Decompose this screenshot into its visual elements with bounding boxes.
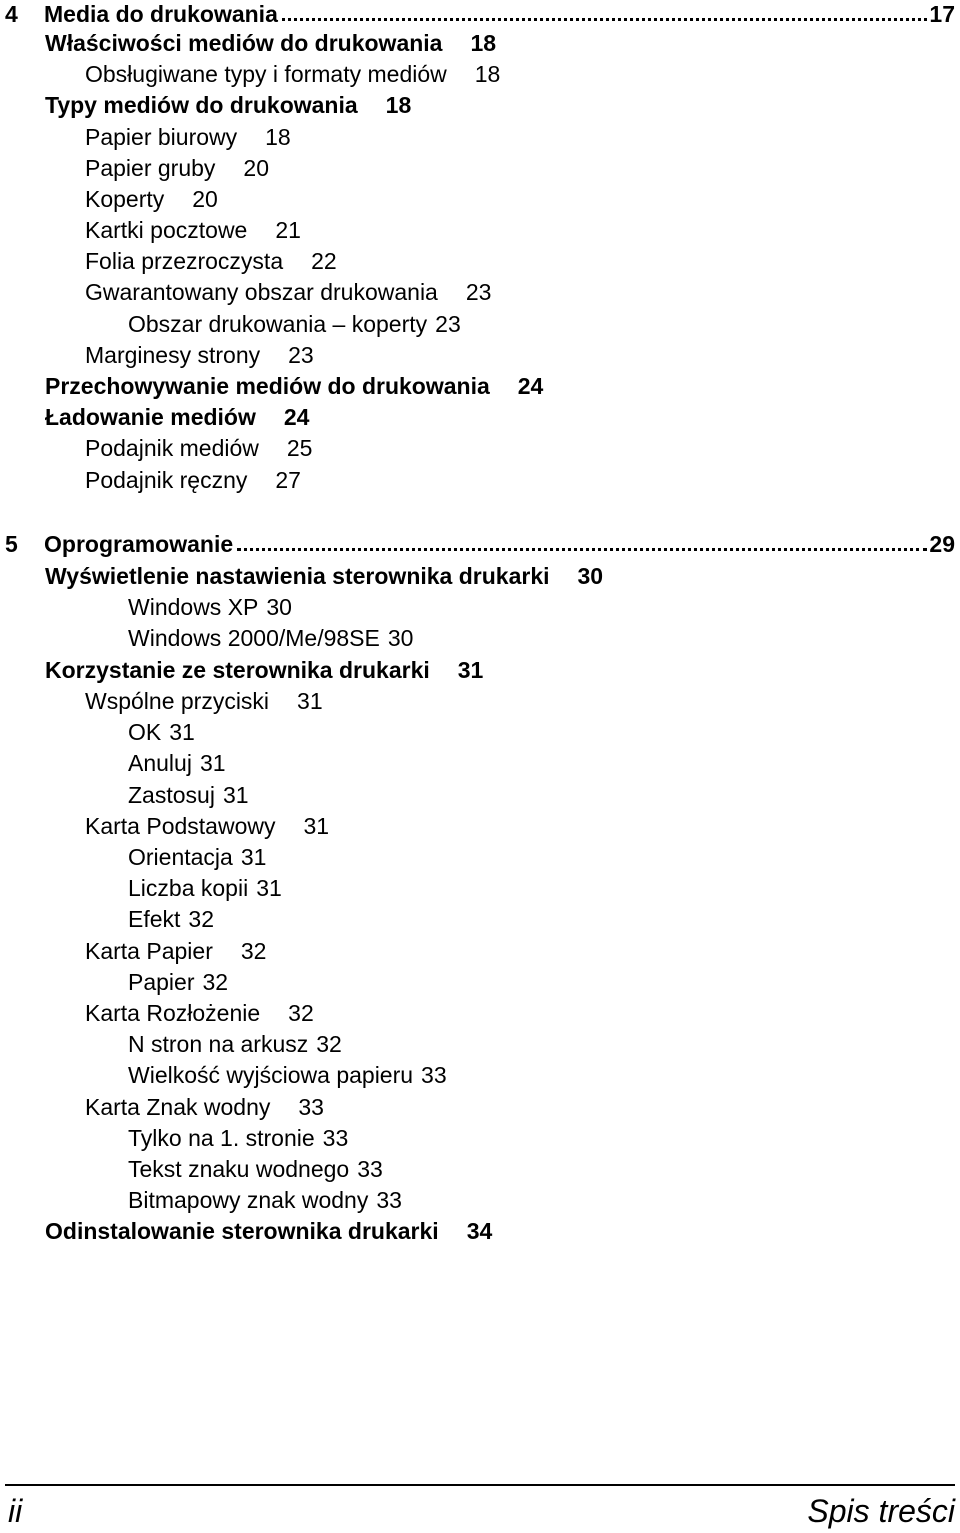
toc-entry[interactable]	[85, 687, 323, 715]
entry-page: 32	[316, 1031, 342, 1057]
toc-entry[interactable]	[128, 874, 282, 902]
entry-page: 20	[243, 155, 270, 181]
entry-page: 18	[265, 124, 291, 150]
toc-entry[interactable]	[128, 624, 413, 652]
entry-page: 32	[188, 906, 215, 932]
entry-title: Wspólne przyciski	[85, 688, 270, 714]
entry-title: Karta Podstawowy	[85, 813, 276, 839]
entry-page: 18	[474, 61, 501, 87]
entry-title: Podajnik ręczny	[85, 467, 248, 493]
footer-page-number: ii	[8, 1493, 23, 1529]
entry-page: 23	[465, 279, 492, 305]
entry-title: Efekt	[128, 906, 181, 932]
toc-entry[interactable]	[85, 185, 218, 213]
entry-title: Koperty	[85, 186, 165, 212]
entry-title: Właściwości mediów do drukowania	[45, 30, 443, 56]
chapter-number: 5	[5, 531, 18, 557]
entry-title: Windows XP	[128, 594, 259, 620]
toc-entry[interactable]	[128, 593, 292, 621]
toc-entry[interactable]	[85, 341, 314, 369]
entry-title: Windows 2000/Me/98SE	[128, 625, 380, 651]
entry-title: Typy mediów do drukowania	[45, 92, 358, 118]
toc-entry[interactable]	[128, 1124, 348, 1152]
entry-title: Liczba kopii	[128, 875, 249, 901]
toc-entry[interactable]	[85, 812, 329, 840]
chapter-heading[interactable]	[0, 530, 955, 558]
toc-entry[interactable]	[85, 60, 500, 88]
entry-page: 24	[517, 373, 544, 399]
entry-page: 33	[322, 1125, 349, 1151]
entry-title: Tylko na 1. stronie	[128, 1125, 315, 1151]
entry-title: Karta Znak wodny	[85, 1094, 271, 1120]
toc-entry[interactable]	[85, 278, 491, 306]
dot-leader	[282, 18, 928, 21]
entry-title: Podajnik mediów	[85, 435, 259, 461]
toc-entry[interactable]	[85, 216, 301, 244]
footer-divider	[5, 1484, 955, 1486]
toc-entry[interactable]	[128, 749, 226, 777]
entry-page: 31	[256, 875, 282, 901]
toc-entry[interactable]	[85, 466, 301, 494]
footer-section-title: Spis treści	[807, 1493, 955, 1529]
entry-title: Papier biurowy	[85, 124, 238, 150]
entry-page: 25	[286, 435, 313, 461]
toc-entry[interactable]	[85, 1093, 324, 1121]
entry-page: 31	[297, 688, 323, 714]
entry-page: 27	[275, 467, 301, 493]
entry-title: N stron na arkusz	[128, 1031, 309, 1057]
toc-entry[interactable]	[85, 154, 269, 182]
toc-entry[interactable]	[128, 905, 214, 933]
toc-entry[interactable]	[128, 1061, 447, 1089]
toc-entry[interactable]	[128, 718, 195, 746]
entry-title: Obszar drukowania – koperty	[128, 311, 428, 337]
toc-entry[interactable]	[128, 781, 249, 809]
toc-entry[interactable]	[128, 1186, 402, 1214]
entry-title: Odinstalowanie sterownika drukarki	[45, 1218, 439, 1244]
entry-page: 33	[376, 1187, 402, 1213]
entry-title: Papier	[128, 969, 195, 995]
entry-page: 30	[387, 625, 414, 651]
toc-entry[interactable]	[128, 968, 228, 996]
entry-title: Gwarantowany obszar drukowania	[85, 279, 438, 305]
toc-entry[interactable]	[45, 372, 543, 400]
entry-title: Marginesy strony	[85, 342, 261, 368]
toc-entry[interactable]	[45, 29, 496, 57]
entry-title: Ładowanie mediów	[45, 404, 256, 430]
entry-title: Zastosuj	[128, 782, 215, 808]
entry-page: 21	[275, 217, 301, 243]
entry-page: 33	[421, 1062, 447, 1088]
entry-page: 24	[283, 404, 310, 430]
entry-page: 20	[192, 186, 218, 212]
toc-entry[interactable]	[45, 1217, 492, 1245]
entry-page: 31	[169, 719, 195, 745]
entry-page: 31	[199, 750, 226, 776]
chapter-heading[interactable]	[0, 0, 955, 28]
entry-title: Obsługiwane typy i formaty mediów	[85, 61, 447, 87]
entry-title: Wielkość wyjściowa papieru	[128, 1062, 414, 1088]
entry-title: Folia przezroczysta	[85, 248, 284, 274]
entry-title: Korzystanie ze sterownika drukarki	[45, 657, 430, 683]
entry-page: 23	[288, 342, 314, 368]
chapter-title: Media do drukowania	[44, 1, 278, 27]
entry-page: 34	[466, 1218, 493, 1244]
toc-entry[interactable]	[128, 1155, 383, 1183]
entry-title: Przechowywanie mediów do drukowania	[45, 373, 490, 399]
entry-title: OK	[128, 719, 162, 745]
entry-page: 30	[577, 563, 604, 589]
entry-page: 33	[357, 1156, 383, 1182]
chapter-number: 4	[5, 1, 18, 27]
entry-page: 18	[385, 92, 412, 118]
toc-entry[interactable]	[85, 999, 314, 1027]
toc-entry[interactable]	[45, 403, 309, 431]
chapter-page: 17	[929, 1, 955, 27]
entry-page: 22	[311, 248, 337, 274]
entry-page: 31	[457, 657, 484, 683]
toc-entry[interactable]	[85, 434, 312, 462]
entry-title: Papier gruby	[85, 155, 216, 181]
toc-entry[interactable]	[85, 937, 266, 965]
entry-page: 31	[303, 813, 330, 839]
entry-page: 32	[288, 1000, 314, 1026]
entry-page: 32	[240, 938, 267, 964]
entry-title: Karta Papier	[85, 938, 213, 964]
toc-entry[interactable]	[128, 843, 266, 871]
toc-entry[interactable]	[85, 247, 337, 275]
chapter-page: 29	[929, 531, 955, 557]
entry-page: 33	[298, 1094, 324, 1120]
dot-leader	[237, 548, 927, 551]
entry-title: Orientacja	[128, 844, 233, 870]
entry-title: Tekst znaku wodnego	[128, 1156, 350, 1182]
entry-title: Anuluj	[128, 750, 192, 776]
toc-entry[interactable]	[45, 91, 411, 119]
entry-title: Karta Rozłożenie	[85, 1000, 261, 1026]
toc-entry[interactable]	[128, 1030, 342, 1058]
entry-title: Kartki pocztowe	[85, 217, 248, 243]
entry-page: 23	[435, 311, 461, 337]
entry-title: Wyświetlenie nastawienia sterownika drukarki	[45, 563, 550, 589]
toc-entry[interactable]	[45, 656, 483, 684]
entry-page: 30	[266, 594, 292, 620]
toc-entry[interactable]	[85, 123, 291, 151]
entry-page: 18	[470, 30, 497, 56]
entry-title: Bitmapowy znak wodny	[128, 1187, 369, 1213]
toc-entry[interactable]	[45, 562, 603, 590]
entry-page: 31	[240, 844, 267, 870]
entry-page: 32	[202, 969, 229, 995]
toc-entry[interactable]	[128, 310, 461, 338]
chapter-title: Oprogramowanie	[44, 531, 234, 557]
entry-page: 31	[222, 782, 249, 808]
